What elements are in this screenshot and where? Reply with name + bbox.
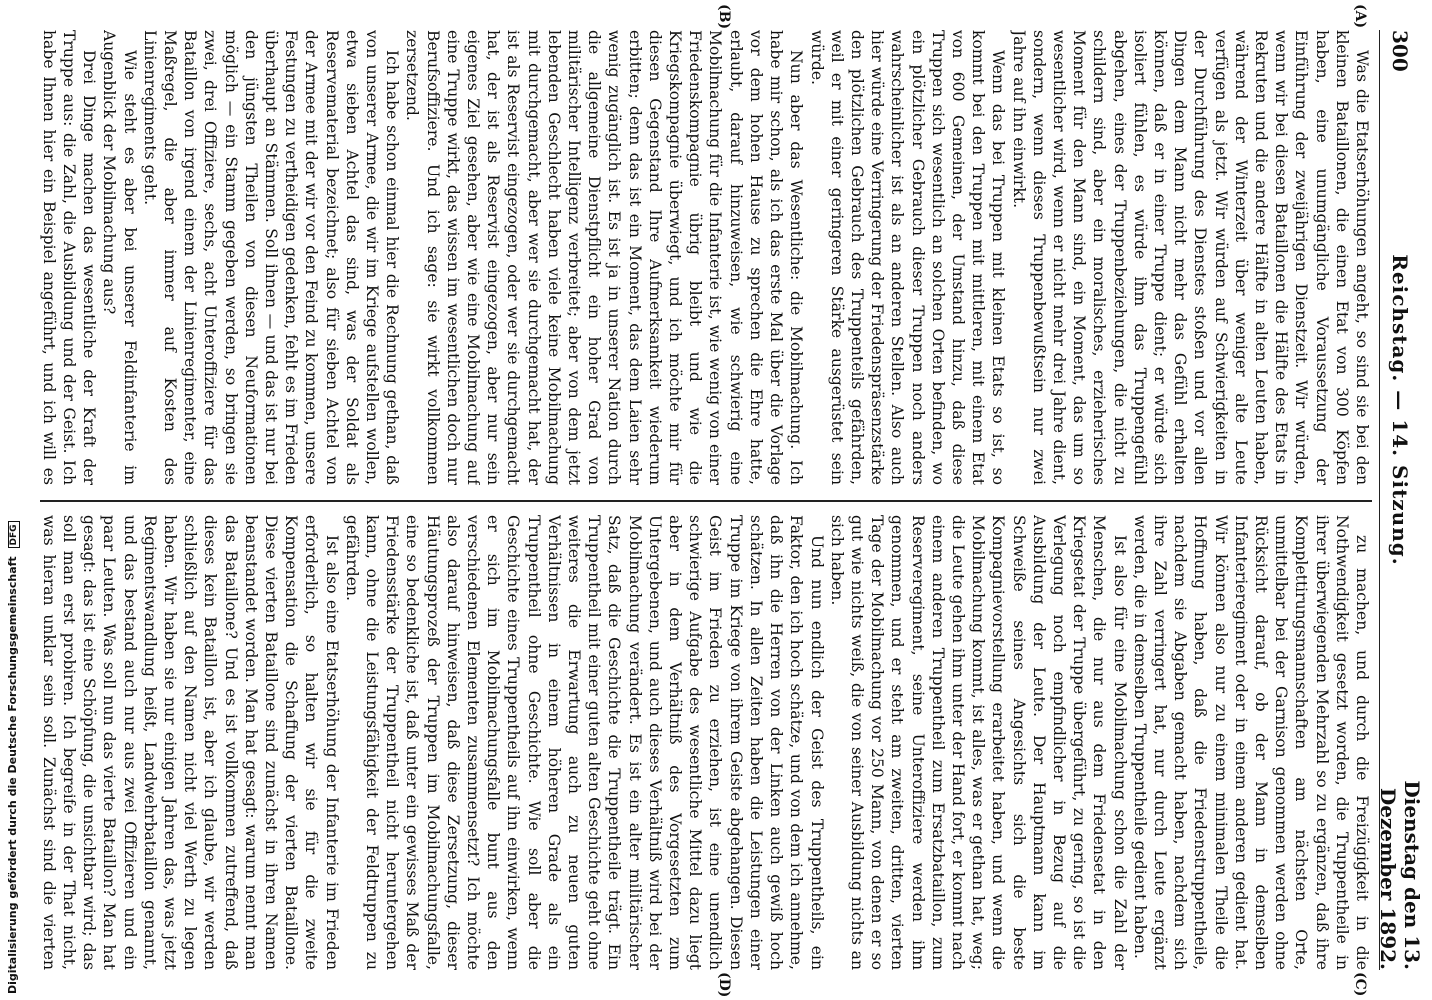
paragraph: Ich habe schon einmal hier die Rechnung gethan, daß von unserer Armee, die wir im Kriege aufstellen wollen, etwa sieben Achtel das sind, was der Soldat als Reservematerial bezeichnet; also für sieben Achtel von der Armee mit der wir vor den Feind zu kommen, unsere Festungen zu vertheidigen gedenken, fehlt es im Frieden überhaupt an Stämmen. Soll ihnen — und das ist nur bei den jüngsten Theilen von diesen Neuformationen möglich — ein Stamm gegeben werden, so bringen sie zwei, drei Offiziere, sechs, acht Unteroffiziere für das Bataillon von irgend einem der Linienregimenter, eine Maßregel, die aber immer auf Kosten des Linienregiments geht. — [140, 30, 402, 485]
paragraph: zu machen, und durch die Freizügigkeit in die Nothwendigkeit gesetzt worden, die Truppentheile in ihrer überwiegenden Mehrzahl so zu ergänzen, daß ihre Komplettirungsmannschaften am nächsten Orte, unmittelbar bei der Garnison genommen werden ohne Rücksicht darauf, ob der Mann in demselben Infanterieregiment oder in einem anderen gedient hat. Wir können also nur zu einem minimalen Theile die Hoffnung haben, daß die Friedenstruppentheile, nachdem sie Abgaben gemacht haben, nachdem sich ihre Zahl verringert hat, nur durch Leute ergänzt werden, die in demselben Truppentheile gedient haben. — [1130, 515, 1371, 970]
margin-mark-b: (B) — [716, 4, 732, 30]
page-number: 300 — [1388, 30, 1412, 72]
margin-mark-c: (C) — [1352, 972, 1368, 997]
column-divider — [40, 500, 1372, 502]
paragraph: Wie steht es aber bei unserer Feldinfanterie im Augenblick der Mobilmachung aus? — [100, 30, 139, 485]
digitization-footer — [2, 0, 22, 1000]
margin-mark-a: (A) — [1352, 4, 1368, 29]
paragraph: Was die Etatserhöhungen angeht, so sind sie bei den kleinen Bataillonen, die einen Etat von 300 Köpfen haben, eine unumgängliche Voraussetzung der Einführung der zweijährigen Dienstzeit. Wir würden, wenn wir bei diesen Bataillonen die Hälfte des Etats in Rekruten und die andere Hälfte in alten Leuten haben, während der Winterzeit über weniger alte Leute verfügen als jetzt. Wir würden auf Schwierigkeiten in der Durchführung des Dienstes stoßen und vor allen Dingen dem Mann nicht mehr das Gefühl erhalten können, daß er in einer Truppe dient; er würde sich isoliert fühlen, es würde ihm das Truppengefühl abgehen, eines der Truppenbeziehungen, die nicht zu schildern sind, aber ein moralisches, erzieherisches Moment für den Mann sind, ein Moment, das um so wesentlicher wird, wenn er nicht mehr drei Jahre dient, sondern, wenn dieses Truppenbewußtsein nur zwei Jahre auf ihn einwirkt. — [1009, 30, 1371, 485]
footer-credit: Digitalisierung gefördert durch die Deutsche Forschungsgemeinschaft — [6, 556, 19, 994]
footer-text — [6, 0, 22, 1000]
paragraph: Drei Dinge machen das wesentliche der Kraft der Truppe aus: die Zahl, die Ausbildung und der Geist. Ich habe Ihnen hier ein Beispiel angeführt, und ich will es — [40, 30, 99, 485]
dfg-logo: DFG — [8, 521, 20, 548]
margin-mark-d: (D) — [716, 972, 732, 998]
left-column — [40, 30, 1372, 485]
paragraph: Wenn das bei Truppen mit kleinen Etats so ist, so kommt bei den Truppen mit mittleren, mit einem Etat von 600 Gemeinen, der Umstand hinzu, daß diese Truppen sich wesentlich an solchen Orten befinden, wo ein plötzlicher Gebrauch dieser Truppen noch anders wahrscheinlicher ist als an anderen Stellen. Also auch hier würde eine Verringerung der Friedenspräsenzstärke den plötzlichen Gebrauch des Truppenteils gefährden, weil er mit einer geringeren Stärke ausgerüstet sein würde. — [807, 30, 1008, 485]
right-column — [40, 515, 1372, 970]
page-date: Dienstag den 13. Dezember 1892. — [1376, 780, 1424, 970]
paragraph: Ist also eine Etatserhöhung der Infanterie im Frieden erforderlich, so halten wir sie für die zweite Kompensation die Schaffung der vierten Bataillone. Diese vierten Bataillone sind zunächst in ihren Namen beanstandet worden. Man hat gesagt: warum nennt man das Bataillone? Und es ist vollkommen zutreffend, daß dieses kein Bataillon ist, aber ich glaube, wir werden schließlich auf den Namen nicht viel Werth zu legen haben. Wir haben sie nur einigen Jahren das, was jetzt Regimentswandlung heißt, Landwehrbataillon genannt, und das bestand auch nur aus zwei Offizieren und ein paar Leuten. Was soll nun das vierte Bataillon? Man hat gesagt: das ist eine Schöpfung, die unsichtbar wird; das soll man erst probiren. Ich begreife in der That nicht, was hieran unklar sein soll. Zunächst sind die vierten — [40, 515, 341, 970]
page-header — [1376, 30, 1424, 970]
paragraph: Und nun endlich der Geist des Truppentheils, ein Faktor, den ich hoch schätze, und von dem ich annehme, daß ihn die Herren von der Linken auch gewiß hoch schätzen. In allen Zeiten haben die Leistungen einer Truppe im Kriege von ihrem Geiste abgehangen. Diesen Geist im Frieden zu erziehen, ist eine unendlich schwierige Aufgabe des wesentliche Mittel dazu liegt aber in dem Verhältniß des Vorgesetzten zum Untergebenen, und auch dieses Verhältniß wird bei der Mobilmachung verändert. Es ist ein alter militärischer Satz, daß die Geschichte die Truppentheile trägt. Ein Truppentheil mit einer guten alten Geschichte geht ohne weiteres die Erwartung auch zu neuen guten Verhältnissen in einem höheren Grade als ein Truppentheil ohne Geschichte. Wie soll aber die Geschichte eines Truppentheils auf ihn einwirken, wenn er sich im Mobilmachungsfalle bunt aus den verschiedenen Elementen zusammensetzt? Ich möchte also darauf hinweisen, daß diese Zersetzung, dieser Häutungsprozeß der Truppen im Mobilmachungsfalle, eine so bedenkliche ist, daß unter ein gewisses Maß der Friedensstärke der Truppentheil nicht heruntergehen kann, ohne die Leistungsfähigkeit der Feldtruppen zu gefährden. — [342, 515, 826, 970]
paragraph: Nun aber das Wesentliche: die Mobilmachung. Ich habe mir schon, als ich das erste Mal über die Vorlage vor dem hohen Hause zu sprechen die Ehre hatte, erlaubt, darauf hinzuweisen, wie schwierig eine Mobilmachung für die Infanterie ist, wie wenig von einer Friedenskompagnie übrig bleibt und wie die Kriegskompagnie überwiegt, und ich möchte mir für diesen Gegenstand Ihre Aufmerksamkeit wiederum erbitten; denn das ist ein Moment, das dem Laien sehr wenig zugänglich ist. Es ist ja in unserer Nation durch die allgemeine Dienstpflicht ein hoher Grad von militärischer Intelligenz verbreitet; aber von dem jetzt lebenden Geschlecht haben viele keine Mobilmachung mit durchgemacht, aber wer sie durchgemacht hat, der ist als Reservist eingezogen, oder wer sie durchgemacht hat, der ist als Reservist eingezogen, aber nur sein eigenes Ziel gesehen, aber wie eine Mobilmachung auf eine Truppe wirkt, das wissen im wesentlichen doch nur Berufsoffiziere. Und ich sage: sie wirkt vollkommen zersetzend. — [403, 30, 806, 485]
page-title: Reichstag. — 14. Sitzung. — [1388, 254, 1412, 566]
paragraph: Ist also für eine Mobilmachung schon die Zahl der Menschen, die nur aus dem Friedensetat in den Kriegsetat der Truppe übergeführt, zu gering, so ist die Verlegung noch empfindlicher in Bezug auf die Ausbildung der Leute. Der Hauptmann kann im Schweiße seines Angesichts sich die beste Kompagnievorstellung erarbeitet haben, und wenn die Mobilmachung kommt, ist alles, was er gethan hat, weg; die Leute gehen ihm unter der Hand fort, er kommt nach einem anderen Truppentheil zum Ersatzbataillon, zum Reserveregiment, seine Unteroffiziere werden ihm genommen, und er steht am zweiten, dritten, vierten Tage der Mobilmachung vor 250 Mann, von denen er so gut wie nichts weiß, die von seiner Ausbildung nichts an sich haben. — [827, 515, 1129, 970]
